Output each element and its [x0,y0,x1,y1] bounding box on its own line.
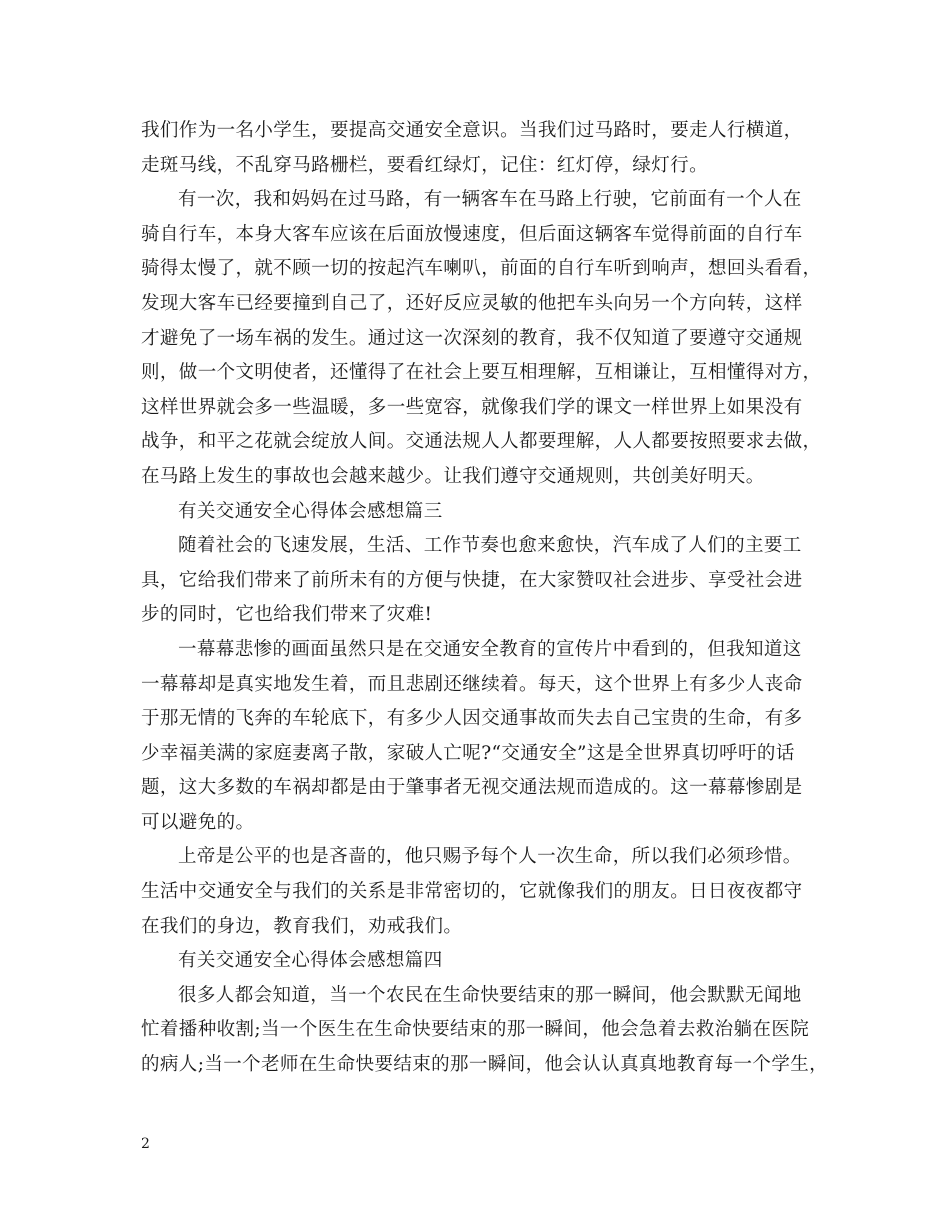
section-heading: 有关交通安全心得体会感想篇四 [178,950,443,972]
text-line: 少幸福美满的家庭妻离子散，家破人亡呢?“交通安全”这是全世界真切呼吁的话 [141,742,795,764]
text-line: 战争，和平之花就会绽放人间。交通法规人人都要理解，人人都要按照要求去做， [141,431,822,453]
page-number: 2 [141,1136,150,1152]
text-line: 一幕幕却是真实地发生着，而且悲剧还继续着。每天，这个世界上有多少人丧命 [141,673,803,695]
text-line: 步的同时，它也给我们带来了灾难! [141,604,433,626]
text-line: 题，这大多数的车祸却都是由于肇事者无视交通法规而造成的。这一幕幕惨剧是 [141,777,803,799]
text-line: 发现大客车已经要撞到自己了，还好反应灵敏的他把车头向另一个方向转，这样 [141,292,803,314]
document-body [141,114,827,1083]
text-line: 有一次，我和妈妈在过马路，有一辆客车在马路上行驶，它前面有一个人在 [178,189,802,211]
text-line: 在马路上发生的事故也会越来越少。让我们遵守交通规则，共创美好明天。 [141,465,765,487]
text-line: 可以避免的。 [141,811,255,833]
section-heading: 有关交通安全心得体会感想篇三 [178,500,443,522]
text-line: 随着社会的飞速发展，生活、工作节奏也愈来愈快，汽车成了人们的主要工 [178,535,802,557]
text-line: 骑自行车，本身大客车应该在后面放慢速度，但后面这辆客车觉得前面的自行车 [141,223,803,245]
text-line: 具，它给我们带来了前所未有的方便与快捷，在大家赞叹社会进步、享受社会进 [141,569,803,591]
text-line: 才避免了一场车祸的发生。通过这一次深刻的教育，我不仅知道了要遵守交通规 [141,327,803,349]
text-line: 一幕幕悲惨的画面虽然只是在交通安全教育的宣传片中看到的，但我知道这 [178,638,802,660]
text-line: 的病人;当一个老师在生命快要结束的那一瞬间，他会认认真真地教育每一个学生， [141,1054,829,1076]
text-line: 我们作为一名小学生，要提高交通安全意识。当我们过马路时，要走人行横道， [141,120,803,141]
text-line: 骑得太慢了，就不顾一切的按起汽车喇叭，前面的自行车听到响声，想回头看看， [141,258,822,280]
text-line: 在我们的身边，教育我们，劝戒我们。 [141,915,463,937]
text-line: 上帝是公平的也是吝啬的，他只赐予每个人一次生命，所以我们必须珍惜。 [178,846,802,868]
text-line: 忙着播种收割;当一个医生在生命快要结束的那一瞬间，他会急着去救治躺在医院 [141,1019,810,1041]
text-line: 走斑马线，不乱穿马路栅栏，要看红绿灯，记住：红灯停，绿灯行。 [141,154,709,176]
text-line: 于那无情的飞奔的车轮底下，有多少人因交通事故而失去自己宝贵的生命，有多 [141,708,803,730]
text-line: 则，做一个文明使者，还懂得了在社会上要互相理解，互相谦让，互相懂得对方， [141,362,822,384]
text-line: 生活中交通安全与我们的关系是非常密切的，它就像我们的朋友。日日夜夜都守 [141,881,803,903]
text-line: 这样世界就会多一些温暖，多一些宽容，就像我们学的课文一样世界上如果没有 [141,396,803,418]
text-line: 很多人都会知道，当一个农民在生命快要结束的那一瞬间，他会默默无闻地 [178,984,802,1006]
